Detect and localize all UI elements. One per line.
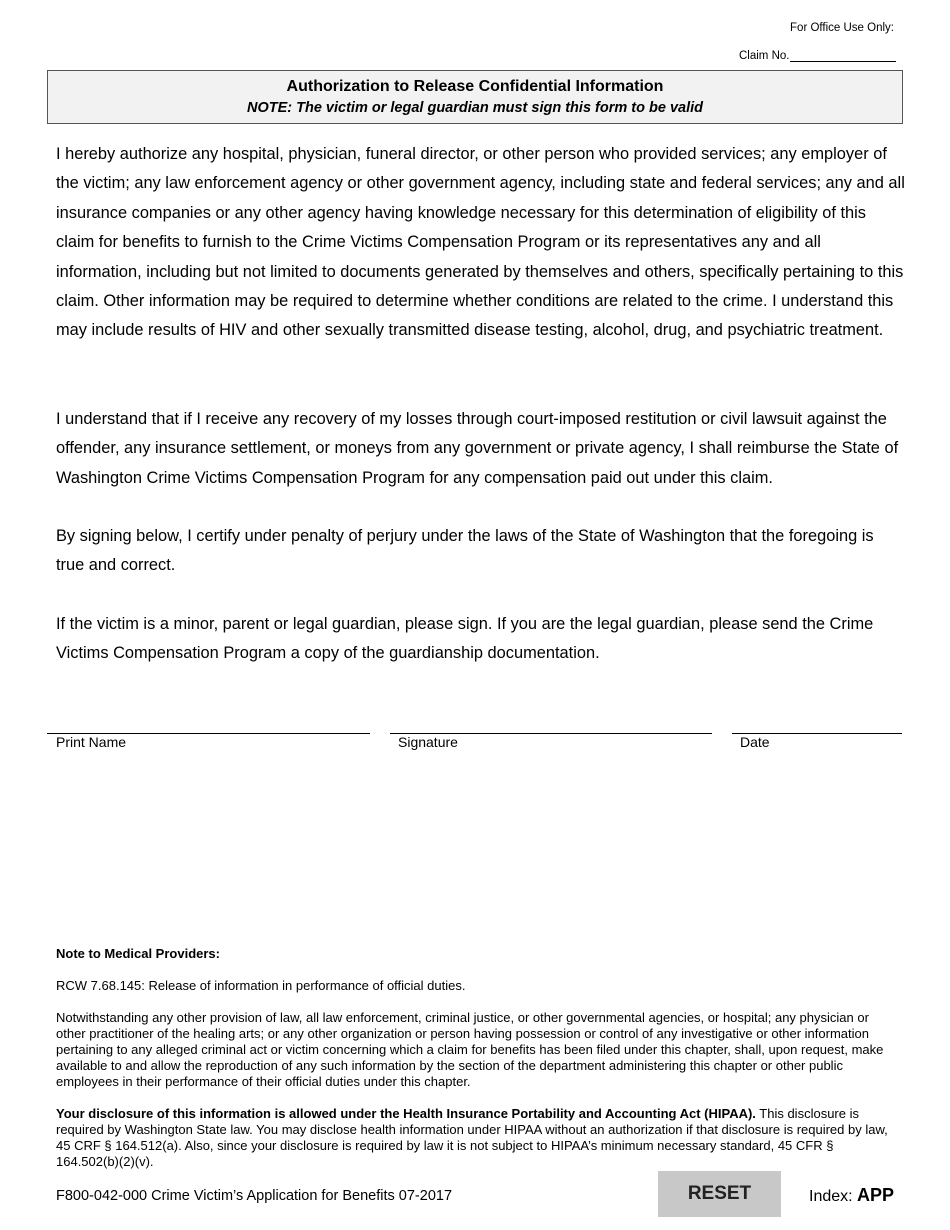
guardian-paragraph: If the victim is a minor, parent or legal guardian, please sign. If you are the legal guardian, please send the Crime Victims Compensation Program a copy of the guardianship documentation. (56, 615, 874, 663)
claim-number-field[interactable] (790, 49, 896, 62)
print-name-label: Print Name (56, 734, 127, 750)
index-label: Index: (809, 1188, 858, 1205)
perjury-paragraph: By signing below, I certify under penalty of perjury under the laws of the State of Washington that the foregoing is true and correct. (56, 527, 874, 575)
claim-number-label: Claim No. (739, 50, 790, 62)
rcw-reference: RCW 7.68.145: Release of information in performance of official duties. (56, 978, 466, 993)
form-header (47, 70, 903, 124)
index-value: APP (857, 1185, 895, 1205)
reset-button[interactable]: RESET (658, 1171, 781, 1217)
date-label: Date (740, 734, 770, 750)
hipaa-bold-text: Your disclosure of this information is allowed under the Health Insurance Portability and Accounting Act (HIPAA). (56, 1106, 756, 1121)
providers-heading: Note to Medical Providers: (56, 946, 220, 961)
hipaa-paragraph (56, 1106, 894, 1170)
reimbursement-paragraph: I understand that if I receive any recovery of my losses through court-imposed restitution or civil lawsuit against the offender, any insurance settlement, or moneys from any government or private agency, I shall reimburse the State of Washington Crime Victims Compensation Program for any compensation paid out under this claim. (56, 410, 899, 487)
form-identifier: F800-042-000 Crime Victim’s Application for Benefits 07-2017 (56, 1188, 453, 1204)
claim-number-row (739, 49, 896, 62)
rcw-text: Notwithstanding any other provision of law, all law enforcement, criminal justice, or other governmental agencies, or hospital; any physician or other practitioner of the healing arts; or any other organization or person having possession or control of any investigative or other information pertaining to any alleged criminal act or victim concerning which a claim for benefits has been filed under this chapter, shall, upon request, make available to and allow the reproduction of any such information by the section of the department administering this chapter or other public employees in their performance of their official duties under this chapter. (56, 1010, 884, 1089)
authorization-paragraph: I hereby authorize any hospital, physician, funeral director, or other person who provided services; any employer of the victim; any law enforcement agency or other government agency, including state and federal services; any and all insurance companies or any other agency having knowledge necessary for this determination of eligibility of this claim for benefits to furnish to the Crime Victims Compensation Program or its representatives any and all information, including but not limited to documents generated by themselves and others, specifically pertaining to this claim. Other information may be required to determine whether conditions are related to the crime. I understand this may include results of HIV and other sexually transmitted disease testing, alcohol, drug, and psychiatric treatment. (56, 145, 905, 340)
signature-label: Signature (398, 734, 458, 750)
hipaa-text: This disclosure is required by Washington State law. You may disclose health information under HIPAA without an authorization if that disclosure is required by law, 45 CRF § 164.512(a). Also, since your disclosure is required by law it is not subject to HIPAA’s minimum necessary standard, 45 CFR § 164.502(b)(2)(v). (56, 1106, 888, 1169)
office-use-label: For Office Use Only: (790, 22, 894, 34)
form-title: Authorization to Release Confidential Information (286, 78, 664, 95)
index-indicator (809, 1185, 894, 1206)
form-note: NOTE: The victim or legal guardian must sign this form to be valid (246, 100, 703, 116)
